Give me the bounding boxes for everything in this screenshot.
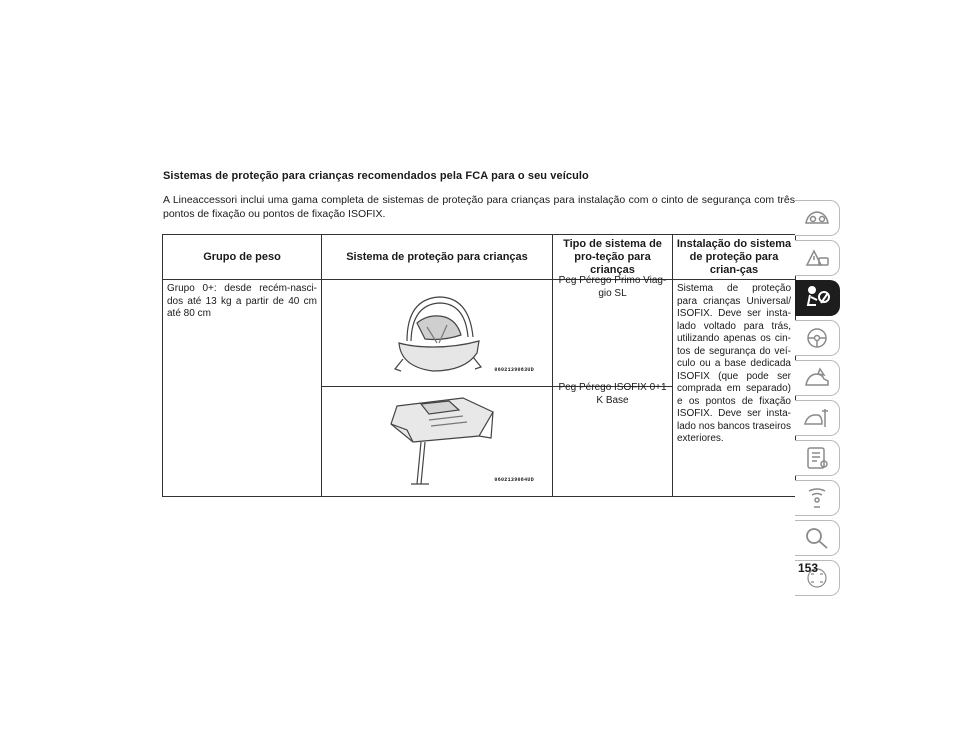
car-service-icon: [802, 405, 832, 431]
tab-multimedia[interactable]: [795, 480, 840, 516]
page-number: 153: [798, 561, 819, 575]
tab-technical-specifications[interactable]: [795, 440, 840, 476]
system-type-cell: [553, 275, 673, 387]
installation-cell: Sistema de proteção para crianças Universal/ ISOFIX. Deve ser insta-lado voltado para trás, utilizando apenas os cin-tos de segurança do veí-culo ou a base dedicada ISOFIX (que pode ser comprada em separado) e os pontos de fixação ISOFIX. Deve ser insta-lado nos bancos traseiros exteriores.: [673, 280, 796, 497]
infant-carrier-image-cell: [322, 280, 553, 387]
table-row: [163, 280, 796, 387]
intro-paragraph: A Lineaccessori inclui uma gama completa de sistemas de proteção para crianças para instalação com o cinto de segurança com três pontos de fixação ou pontos de fixação ISOFIX.: [163, 194, 795, 220]
tab-getting-to-know-vehicle[interactable]: [795, 200, 840, 236]
infant-carrier-illustration: [377, 283, 497, 383]
specifications-icon: [802, 445, 832, 471]
multimedia-icon: [802, 485, 832, 511]
emergency-icon: [802, 365, 832, 391]
tab-in-case-of-emergency[interactable]: [795, 360, 840, 396]
section-heading: Sistemas de proteção para crianças recomendados pela FCA para o seu veículo: [163, 170, 589, 182]
airbag-seat-icon: [802, 285, 832, 311]
tab-safety[interactable]: [795, 280, 840, 316]
isofix-base-illustration: [367, 390, 507, 490]
header-weight-group: Grupo de peso: [163, 235, 322, 280]
image-code: 0602139083UD: [494, 366, 534, 373]
tab-index[interactable]: [795, 520, 840, 556]
steering-wheel-icon: [802, 325, 832, 351]
header-system-type: Tipo de sistema de pro-teção para crianças: [553, 235, 673, 280]
tab-warning-lights[interactable]: [795, 240, 840, 276]
tab-servicing-maintenance[interactable]: [795, 400, 840, 436]
isofix-base-image-cell: [322, 387, 553, 497]
system-type-name: Peg Pérego ISOFIX 0+1 K Base: [558, 382, 667, 406]
car-dashboard-icon: [802, 205, 832, 231]
system-type-name: Peg Pérego Primo Viag-gio SL: [558, 275, 667, 299]
header-restraint-system: Sistema de proteção para crianças: [322, 235, 553, 280]
index-search-icon: [802, 525, 832, 551]
table-header-row: [163, 235, 796, 280]
tab-starting-operating[interactable]: [795, 320, 840, 356]
warning-lights-icon: [802, 245, 832, 271]
child-seat-table: [162, 234, 796, 497]
image-code: 0602139084UD: [494, 476, 534, 483]
weight-group-cell: Grupo 0+: desde recém-nasci-dos até 13 kg a partir de 40 cm até 80 cm: [163, 280, 322, 497]
chapter-tabs: [795, 200, 841, 600]
header-installation: Instalação do sistema de proteção para crian-ças: [673, 235, 796, 280]
system-type-cell: [553, 382, 673, 497]
